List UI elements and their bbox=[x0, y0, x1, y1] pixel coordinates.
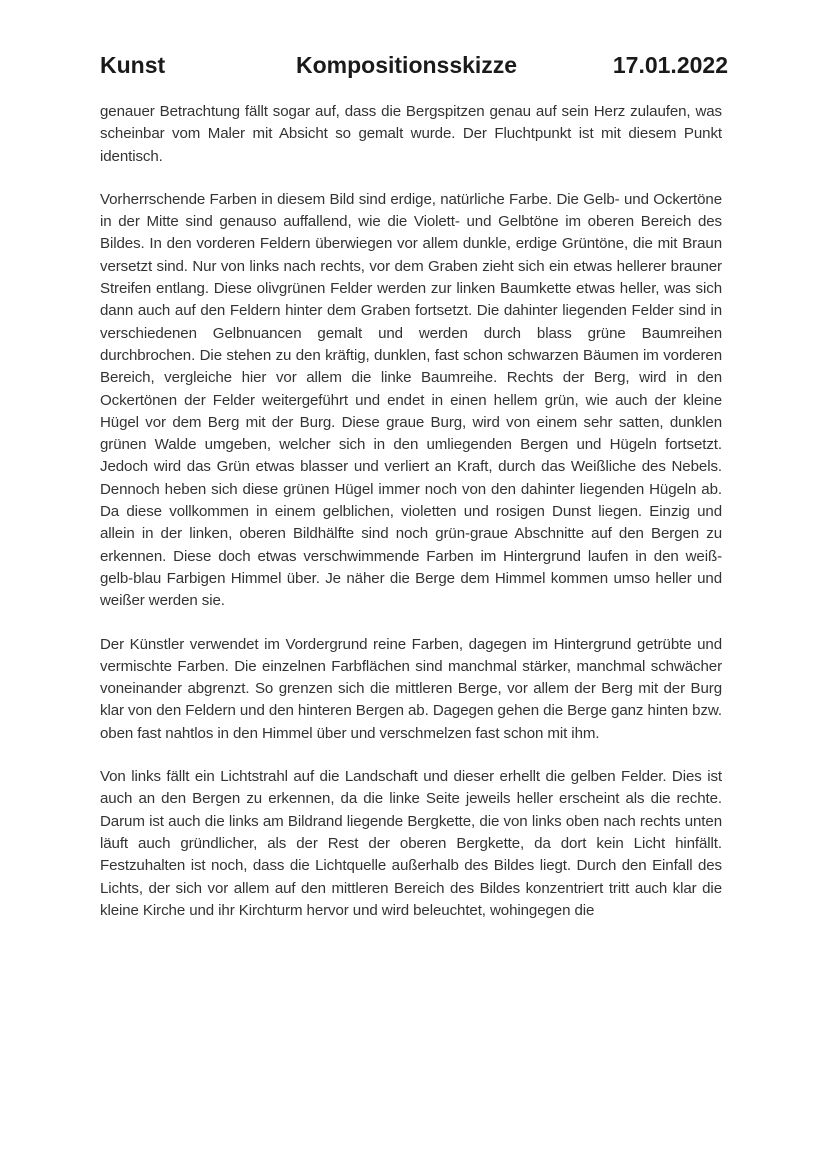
document-body bbox=[100, 101, 722, 943]
document-title: Kompositionsskizze bbox=[296, 52, 518, 78]
page-header bbox=[100, 52, 728, 82]
paragraph: Der Künstler verwendet im Vordergrund reine Farben, dagegen im Hintergrund getrübte und vermischte Farben. Die einzelnen Farbflächen sind manchmal stärker, manchmal schwächer voneinander abgrenzt. So grenzen sich die mittleren Berge, vor allem der Berg mit der Burg klar von den Feldern und den hinteren Bergen ab. Dagegen gehen die Berge ganz hinten bzw. oben fast nahtlos in den Himmel über und verschmelzen fast schon mit ihm. bbox=[100, 635, 722, 742]
subject-label: Kunst bbox=[100, 52, 166, 78]
paragraph: Vorherrschende Farben in diesem Bild sind erdige, natürliche Farbe. Die Gelb- und Ockertöne in der Mitte sind genauso auffallend, wie die Violett- und Gelbtöne im oberen Bereich des Bildes. In den vorderen Feldern überwiegen vor allem dunkle, erdige Grüntöne, die mit Braun versetzt sind. Nur von links nach rechts, vor dem Graben zieht sich ein etwas hellerer brauner Streifen entlang. Diese olivgrünen Felder werden zur linken Baumkette etwas heller, was sich dann auch auf den Feldern hinter dem Graben fortsetzt. Die dahinter liegenden Felder sind in verschiedenen Gelbnuancen gemalt und werden durch blass grüne Baumreihen durchbrochen. Die stehen zu den kräftig, dunklen, fast schon schwarzen Bäumen im vorderen Bereich, vergleiche hier vor allem die linke Baumreihe. Rechts der Berg, wird in den Ockertönen der Felder weitergeführt und endet in einen hellem grün, wie auch der kleine Hügel vor dem Berg mit der Burg. Diese graue Burg, wird von einem sehr satten, dunklen grünen Walde umgeben, welcher sich in den umliegenden Bergen und Hügeln fortsetzt. Jedoch wird das Grün etwas blasser und verliert an Kraft, durch das Weißliche des Nebels. Dennoch heben sich diese grünen Hügel immer noch von den dahinter liegenden Hügeln ab. Da diese vollkommen in einem gelblichen, violetten und rosigen Dunst liegen. Einzig und allein in der linken, oberen Bildhälfte sind noch grün-graue Abschnitte auf den Bergen zu erkennen. Diese doch etwas verschwimmende Farben im Hintergrund laufen in den weiß-gelb-blau Farbigen Himmel über. Je näher die Berge dem Himmel kommen umso heller und weißer werden sie. bbox=[100, 190, 722, 610]
paragraph: Von links fällt ein Lichtstrahl auf die Landschaft und dieser erhellt die gelben Felder. Dies ist auch an den Bergen zu erkennen, da die linke Seite jeweils heller erscheint als die rechte. Darum ist auch die links am Bildrand liegende Bergkette, die von links oben nach rechts unten läuft auch gründlicher, als der Rest der oberen Bergkette, da dort kein Licht hinfällt. Festzuhalten ist noch, dass die Lichtquelle außerhalb des Bildes liegt. Durch den Einfall des Lichts, der sich vor allem auf den mittleren Bereich des Bildes konzentriert tritt auch klar die kleine Kirche und ihr Kirchturm hervor und wird beleuchtet, wohingegen die bbox=[100, 768, 722, 919]
document-date: 17.01.2022 bbox=[612, 52, 728, 78]
paragraph: genauer Betrachtung fällt sogar auf, dass die Bergspitzen genau auf sein Herz zulaufen, was scheinbar vom Maler mit Absicht so gemalt wurde. Der Fluchtpunkt ist mit diesem Punkt identisch. bbox=[100, 103, 722, 165]
